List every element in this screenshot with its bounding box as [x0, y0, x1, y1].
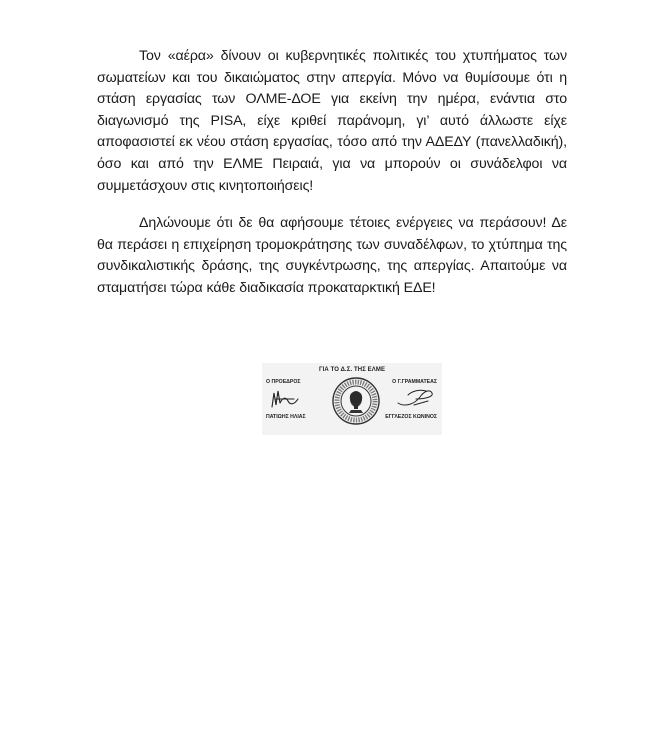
body-paragraph-1: [97, 46, 567, 197]
secretary-signature-icon: [394, 385, 436, 411]
signature-header: ΓΙΑ ΤΟ Δ.Σ. ΤΗΣ ΕΛΜΕ: [318, 367, 386, 373]
secretary-name: ΕΓΓΛΕΖΟΣ ΚΩΝΙΝΟΣ: [385, 414, 437, 420]
president-signature-icon: [268, 387, 302, 411]
secretary-role: Ο Γ.ΓΡΑΜΜΑΤΕΑΣ: [392, 379, 437, 385]
paragraph-text: Τον «αέρα» δίνουν οι κυβερνητικές πολιτικές του χτυπήματος των σωματείων και του δικαιώματος στην απεργία. Μόνο να θυμίσουμε ότι η στάση εργασίας των ΟΛΜΕ-ΔΟΕ για εκείνη την ημέρα, ενάντια στο διαγωνισμό της PISA, είχε κριθεί παράνομη, γι’ αυτό άλλωστε είχε αποφασιστεί εκ νέου στάση εργασίας, τόσο από την ΑΔΕΔΥ (πανελλαδική), όσο και από την ΕΛΜΕ Πειραιά, για να μπορούν οι συνάδελφοι να συμμετάσχουν στις κινητοποιήσεις!: [97, 48, 567, 194]
body-paragraph-2: [97, 213, 567, 299]
paragraph-text: Δηλώνουμε ότι δε θα αφήσουμε τέτοιες ενέργειες να περάσουν! Δε θα περάσει η επιχείρηση τρομοκράτησης των συναδέλφων, το χτύπημα της συνδικαλιστικής δράσης, της συγκέντρωσης, της απεργίας. Απαιτούμε να σταματήσει τώρα κάθε διαδικασία προκαταρκτική ΕΔΕ!: [97, 215, 567, 296]
president-role: Ο ΠΡΟΕΔΡΟΣ: [266, 379, 301, 385]
seal-icon: [331, 376, 381, 426]
president-name: ΠΑΤΙΩΗΣ ΗΛΙΑΣ: [266, 414, 306, 420]
signature-block: [262, 363, 442, 435]
